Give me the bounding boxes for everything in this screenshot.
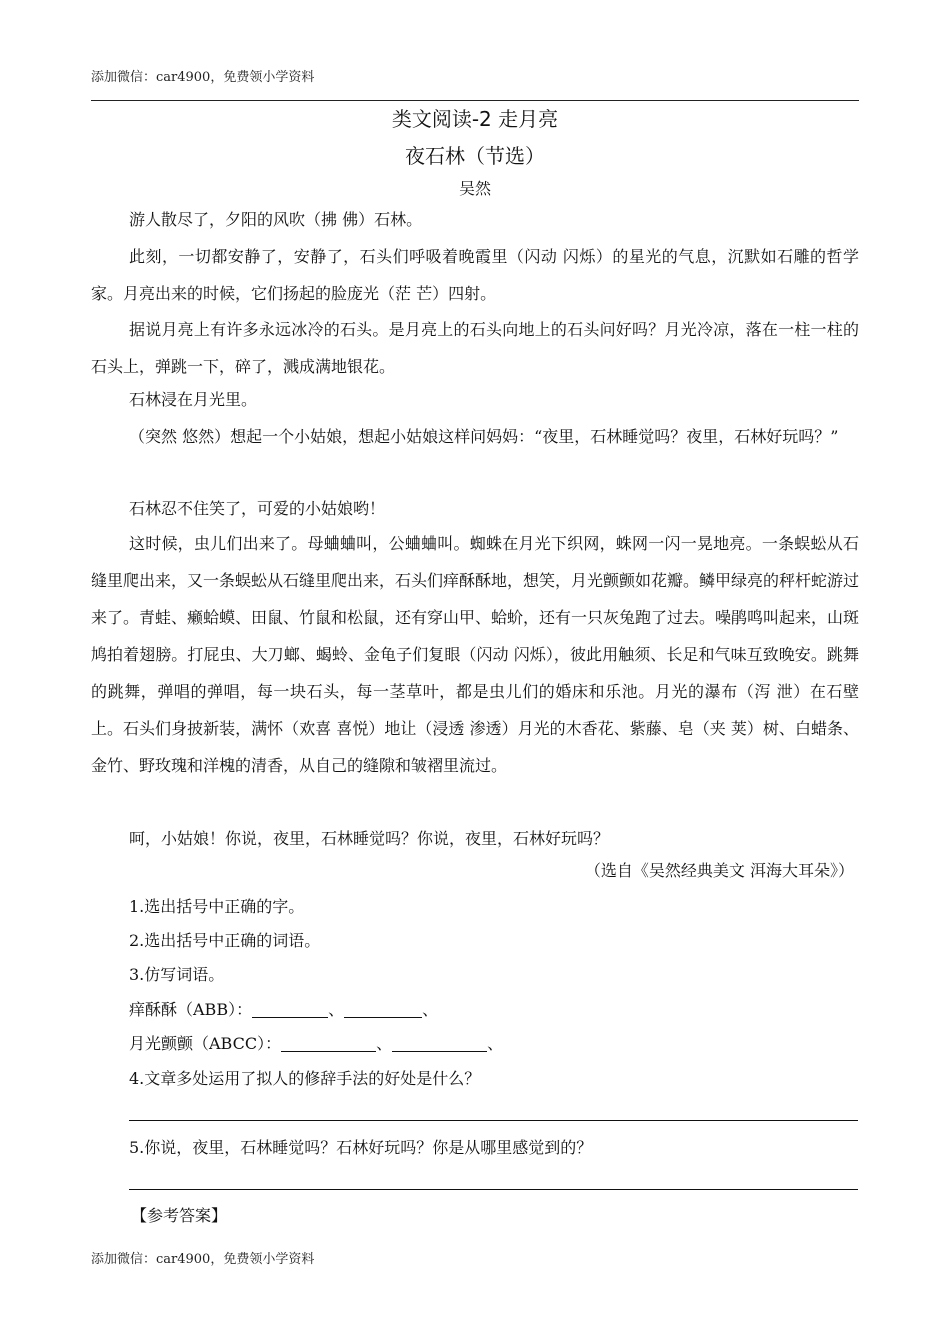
question-3a-label: 痒酥酥（ABB）： bbox=[129, 1000, 253, 1019]
question-3b-label: 月光颤颤（ABCC）： bbox=[129, 1034, 282, 1053]
paragraph: （突然 悠然）想起一个小姑娘，想起小姑娘这样问妈妈：“夜里，石林睡觉吗？夜里，石林好玩吗？” bbox=[129, 427, 839, 446]
paragraph: 此刻，一切都安静了，安静了，石头们呼吸着晚霞里（闪动 闪烁）的星光的气息，沉默如石雕的哲学家。月亮出来的时候，它们扬起的脸庞光（茫 芒）四射。 bbox=[91, 247, 859, 303]
article-title: 夜石林（节选） bbox=[405, 144, 545, 168]
answer-blank[interactable] bbox=[344, 999, 422, 1018]
answer-heading: 【参考答案】 bbox=[131, 1206, 228, 1225]
blank-separator: 、 bbox=[376, 1034, 393, 1053]
header-note: 添加微信：car4900，免费领小学资料 bbox=[91, 70, 315, 85]
paragraph: 石林浸在月光里。 bbox=[129, 390, 258, 409]
answer-blank[interactable] bbox=[281, 1033, 376, 1052]
paragraph: 呵，小姑娘！你说，夜里，石林睡觉吗？你说，夜里，石林好玩吗？ bbox=[129, 829, 610, 848]
blank-separator: 、 bbox=[487, 1034, 504, 1053]
paragraph: 这时候，虫儿们出来了。母蛐蛐叫，公蛐蛐叫。蜘蛛在月光下织网，蛛网一闪一晃地亮。一条蜈蚣从石缝里爬出来，又一条蜈蚣从石缝里爬出来，石头们痒酥酥地，想笑，月光颤颤如花瓣。鳞甲绿亮的秤杆蛇游过来了。青蛙、癞蛤蟆、田鼠、竹鼠和松鼠，还有穿山甲、蛤蚧，还有一只灰兔跑了过去。噪鹃鸣叫起来，山斑鸠拍着翅膀。打屁虫、大刀螂、蝎蛉、金龟子们复眼（闪动 闪烁），彼此用触须、长足和气味互致晚安。跳舞的跳舞，弹唱的弹唱，每一块石头，每一茎草叶，都是虫儿们的婚床和乐池。月光的瀑布（泻 泄）在石壁上。石头们身披新装，满怀（欢喜 喜悦）地让（浸透 渗透）月光的木香花、紫藤、皂（夹 荚）树、白蜡条、金竹、野玫瑰和洋槐的清香，从自己的缝隙和皱褶里流过。 bbox=[91, 534, 860, 775]
question-2: 2.选出括号中正确的词语。 bbox=[129, 931, 321, 950]
answer-blank[interactable] bbox=[252, 999, 328, 1018]
answer-blank[interactable] bbox=[392, 1033, 487, 1052]
paragraph: 游人散尽了，夕阳的风吹（拂 佛）石林。 bbox=[129, 210, 423, 229]
answer-line[interactable] bbox=[129, 1120, 858, 1121]
question-3b bbox=[129, 1030, 503, 1058]
article-author: 吴然 bbox=[458, 179, 491, 198]
source-citation: （选自《吴然经典美文 洱海大耳朵》） bbox=[584, 861, 854, 880]
footer-note: 添加微信：car4900，免费领小学资料 bbox=[91, 1252, 315, 1267]
answer-line[interactable] bbox=[129, 1189, 858, 1190]
blank-separator: 、 bbox=[328, 1000, 345, 1019]
paragraph: 据说月亮上有许多永远冰冷的石头。是月亮上的石头向地上的石头问好吗？月光冷凉，落在一柱一柱的石头上，弹跳一下，碎了，溅成满地银花。 bbox=[91, 320, 859, 376]
paragraph: 石林忍不住笑了，可爱的小姑娘哟！ bbox=[129, 499, 386, 518]
header-divider bbox=[91, 100, 859, 101]
page-title: 类文阅读-2 走月亮 bbox=[391, 107, 559, 131]
question-3a bbox=[129, 996, 438, 1024]
question-5: 5.你说，夜里，石林睡觉吗？石林好玩吗？你是从哪里感觉到的？ bbox=[129, 1138, 593, 1157]
question-3: 3.仿写词语。 bbox=[129, 965, 225, 984]
question-1: 1.选出括号中正确的字。 bbox=[129, 897, 305, 916]
blank-separator: 、 bbox=[422, 1000, 439, 1019]
question-4: 4.文章多处运用了拟人的修辞手法的好处是什么？ bbox=[129, 1069, 481, 1088]
